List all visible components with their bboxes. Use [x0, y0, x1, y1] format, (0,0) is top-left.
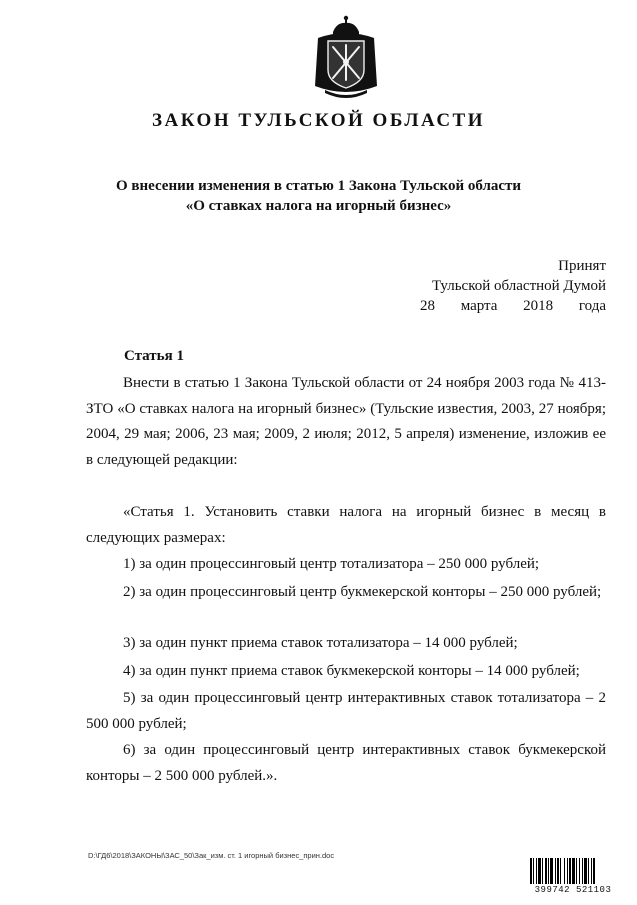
adoption-date: [420, 296, 606, 316]
adopted-by: Тульской областной Думой: [431, 278, 606, 294]
adoption-month: марта: [460, 298, 498, 314]
adoption-day: 28: [420, 298, 435, 314]
rate-item-2: 2) за один процессинговый центр букмекерской конторы – 250 000 рублей;: [123, 584, 602, 600]
law-subtitle: [0, 176, 637, 216]
intro-paragraph: Внести в статью 1 Закона Тульской области от 24 ноября 2003 года № 413-ЗТО «О ставках налога на игорный бизнес» (Тульские известия, 2003, 27 ноября; 2004, 29 мая; 2006, 23 мая; 2009, 2 июля; 2012, 5 апреля) изменение, изложив ее в следующей редакции:: [86, 375, 606, 468]
file-path-footer: D:\ГД6\2018\ЗАКОНЫ\ЗАС_50\Зак_изм. ст. 1 игорный бизнес_прин.doc: [88, 851, 335, 860]
coat-of-arms-icon: [311, 14, 381, 98]
subtitle-line-2: «О ставках налога на игорный бизнес»: [185, 198, 452, 214]
adoption-year-word: года: [578, 298, 606, 314]
rate-item-3: 3) за один пункт приема ставок тотализатора – 14 000 рублей;: [123, 635, 518, 651]
adoption-block: [420, 256, 606, 316]
rate-item-4: 4) за один пункт приема ставок букмекерской конторы – 14 000 рублей;: [123, 663, 580, 679]
rate-item-6: 6) за один процессинговый центр интерактивных ставок букмекерской конторы – 2 500 000 рублей.».: [86, 742, 606, 784]
barcode: [530, 858, 616, 884]
law-title: ЗАКОН ТУЛЬСКОЙ ОБЛАСТИ: [151, 110, 486, 131]
barcode-number: 399742 521103: [534, 885, 612, 895]
article-text-paragraph: «Статья 1. Установить ставки налога на игорный бизнес в месяц в следующих размерах:: [86, 504, 606, 546]
rate-item-5: 5) за один процессинговый центр интерактивных ставок тотализатора – 2 500 000 рублей;: [86, 690, 606, 732]
rate-item-1: 1) за один процессинговый центр тотализатора – 250 000 рублей;: [123, 556, 540, 572]
article-heading: Статья 1: [124, 348, 184, 364]
adoption-year: 2018: [523, 298, 554, 314]
adopted-label: Принят: [558, 258, 606, 274]
subtitle-line-1: О внесении изменения в статью 1 Закона Тульской области: [115, 178, 522, 194]
